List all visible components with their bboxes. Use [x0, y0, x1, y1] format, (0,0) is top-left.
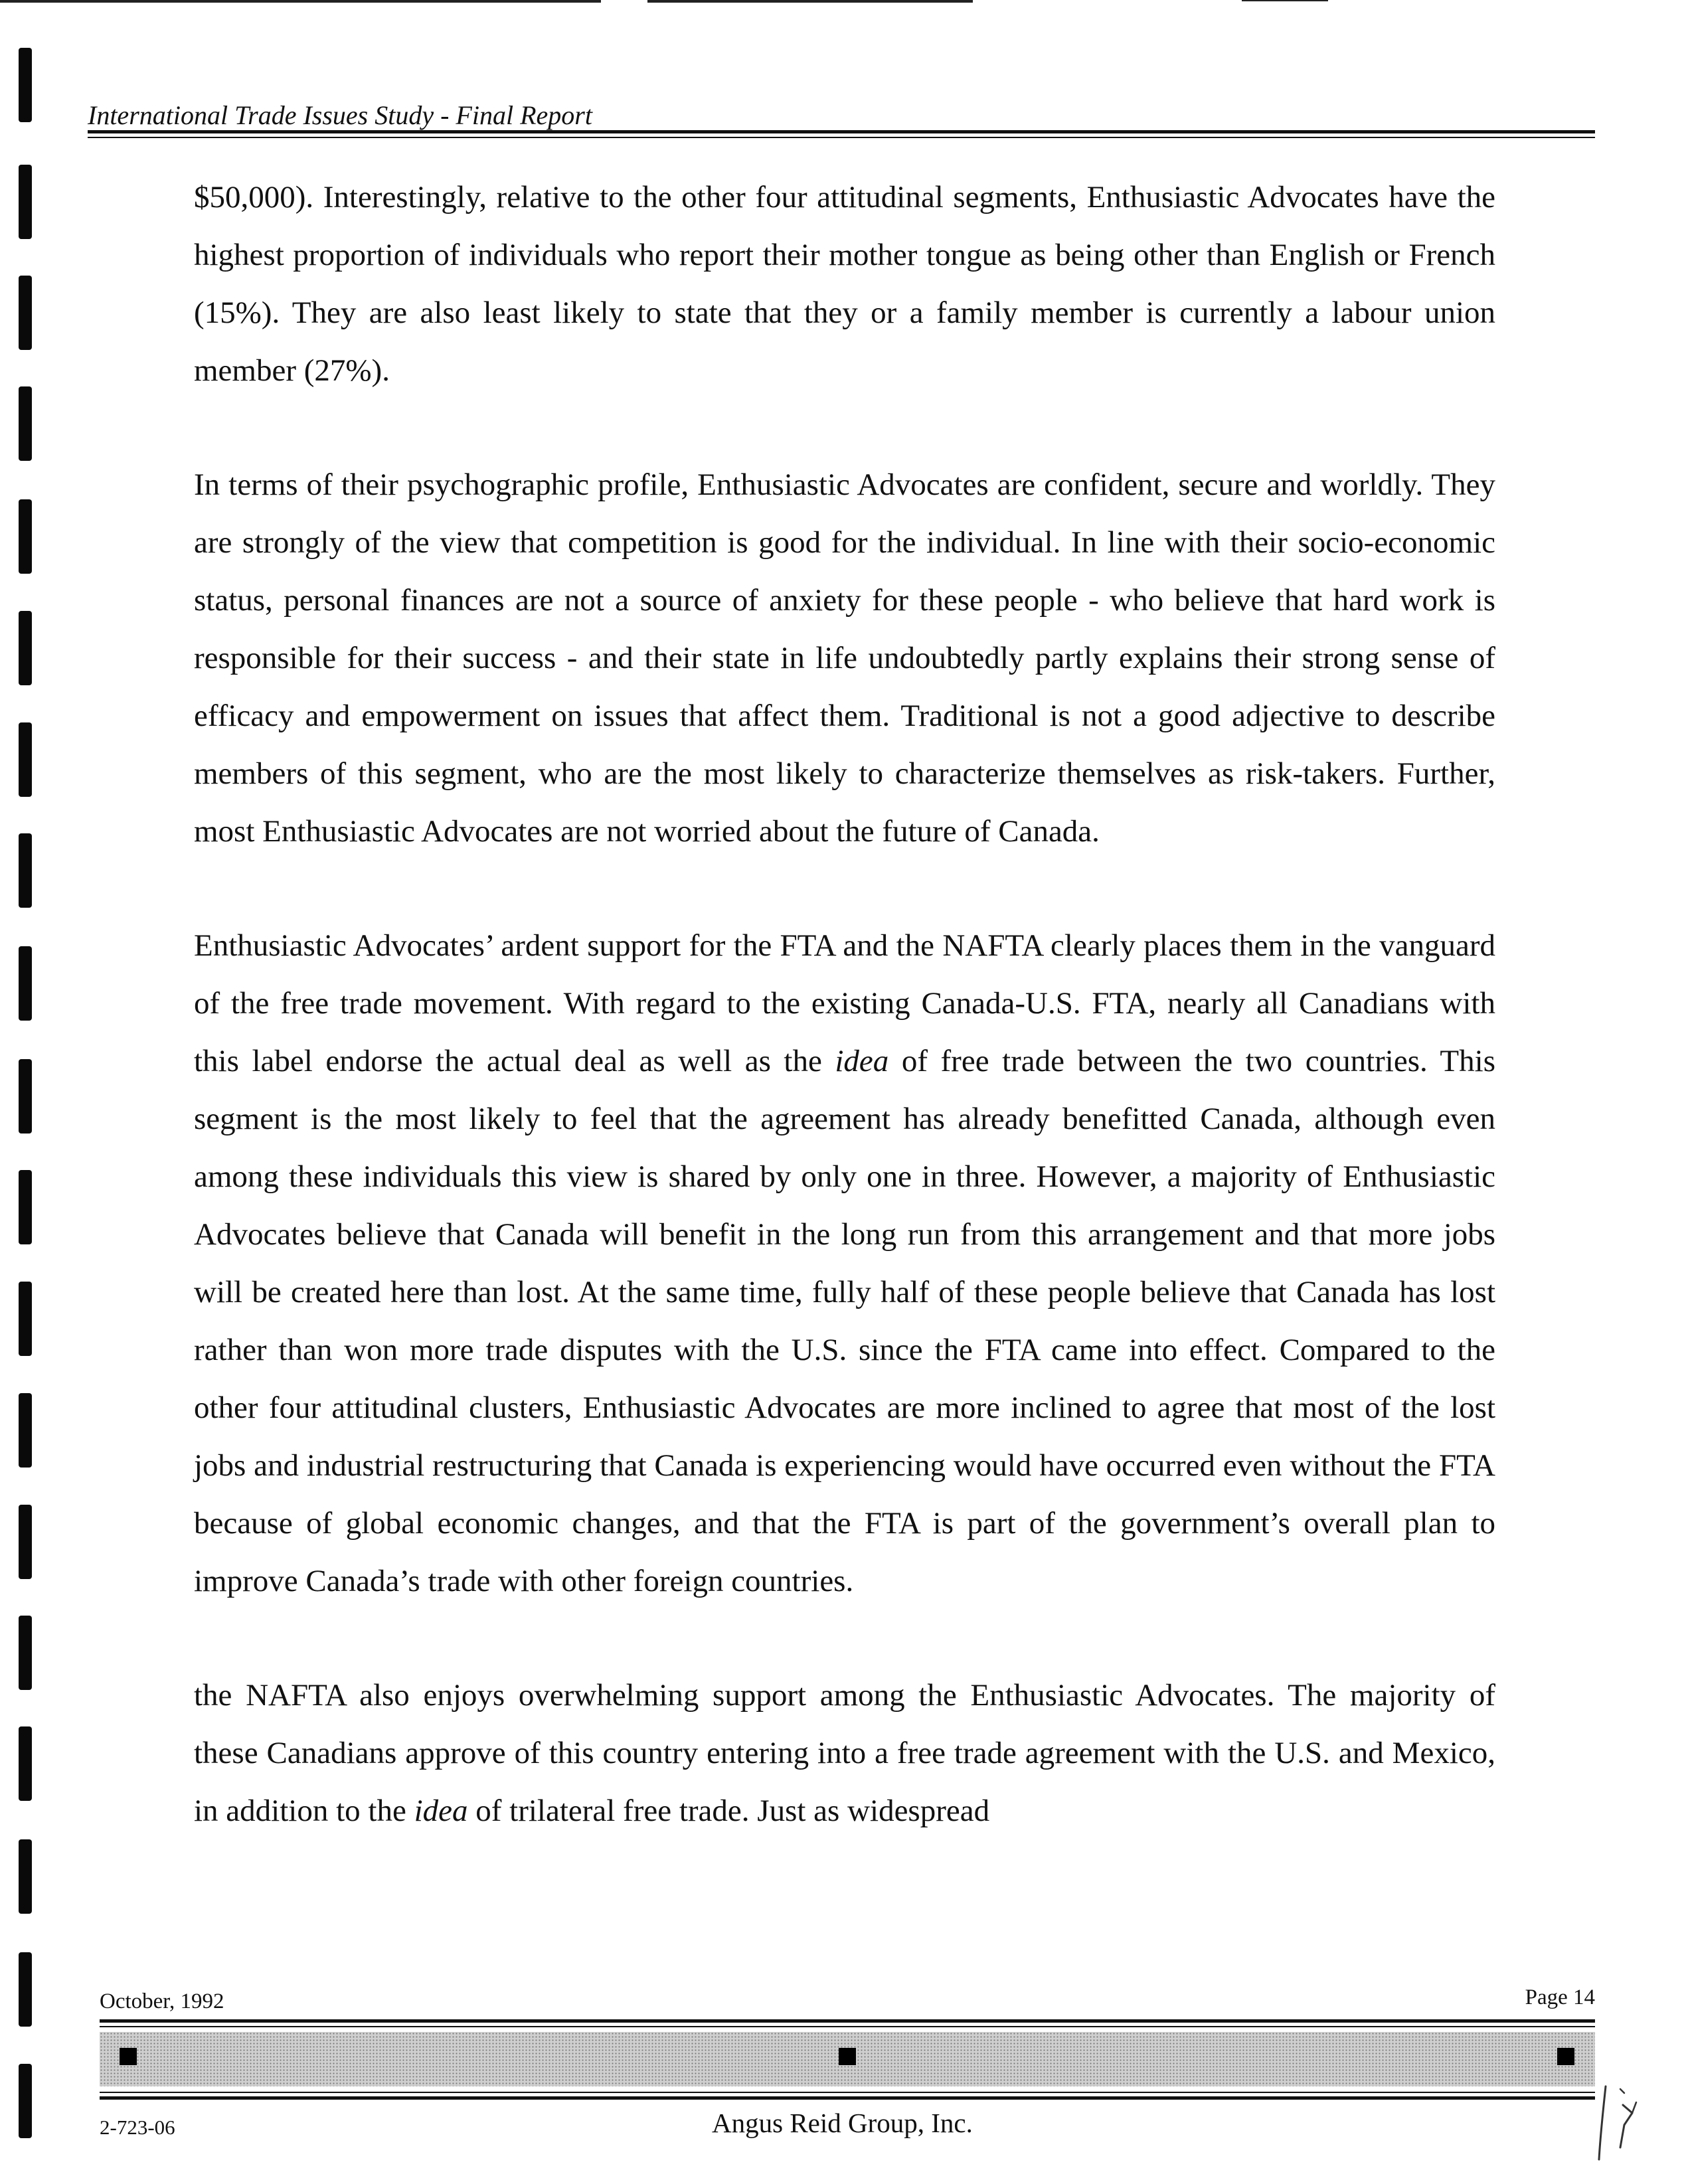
handwritten-mark [1594, 2078, 1647, 2165]
paragraph [194, 917, 1495, 1610]
paragraph [194, 1667, 1495, 1840]
text-run: the NAFTA also enjoys overwhelming support among the Enthusiastic Advocates. The majority of these Canadians approve of this country entering into a free trade agreement with the U.S. and Mexico, in addition to the [194, 1678, 1495, 1828]
document-code: 2-723-06 [100, 2116, 175, 2139]
footer-rule [100, 2026, 1595, 2027]
report-title: International Trade Issues Study - Final Report [88, 100, 592, 130]
body-text [194, 169, 1495, 1840]
footer-rule [100, 2092, 1595, 2093]
footer-rule [100, 2096, 1595, 2100]
top-scan-rule [647, 0, 973, 3]
text-run: of free trade between the two countries. This segment is the most likely to feel that the agreement has already benefitted Canada, although even among these individuals this view is shared by only one in three. However, a majority of Enthusiastic Advocates believe that Canada will benefit in the long run from this arrangement and that more jobs will be created here than lost. At the same time, fully half of these people believe that Canada has lost rather than won more trade disputes with the U.S. since the FTA came into effect. Compared to the other four attitudinal clusters, Enthusiastic Advocates are more inclined to agree that most of the lost jobs and industrial restructuring that Canada is experiencing would have occurred even without the FTA because of global economic changes, and that the FTA is part of the government’s overall plan to improve Canada’s trade with other foreign countries. [194, 1044, 1495, 1598]
square-marker-icon [839, 2048, 856, 2065]
top-scan-rule [1242, 0, 1328, 1]
top-scan-rule [0, 0, 601, 3]
italic-word: idea [835, 1044, 889, 1078]
footer-date: October, 1992 [100, 1989, 224, 2013]
square-marker-icon [120, 2048, 137, 2065]
binding-holes [19, 0, 33, 2184]
header-rule [88, 137, 1595, 138]
footer-band [100, 2032, 1595, 2086]
page-number: Page 14 [1525, 1985, 1595, 2009]
text-run: Enthusiastic Advocates’ ardent support for the FTA and the NAFTA clearly places them in the vanguard of the free trade movement. With regard to the existing Canada-U.S. FTA, nearly all Canadians with this label endorse the actual deal as well as the [194, 928, 1495, 1078]
company-name: Angus Reid Group, Inc. [712, 2108, 973, 2138]
header-rule [88, 130, 1595, 133]
paragraph: In terms of their psychographic profile, Enthusiastic Advocates are confident, secure and worldly. They are strongly of the view that competition is good for the individual. In line with their socio-economic status, personal finances are not a source of anxiety for these people - who believe that hard work is responsible for their success - and their state in life undoubtedly partly explains their strong sense of efficacy and empowerment on issues that affect them. Traditional is not a good adjective to describe members of this segment, who are the most likely to characterize themselves as risk-takers. Further, most Enthusiastic Advocates are not worried about the future of Canada. [194, 467, 1495, 849]
square-marker-icon [1557, 2048, 1574, 2065]
text-run: of trilateral free trade. Just as widespread [467, 1794, 990, 1828]
paragraph: $50,000). Interestingly, relative to the other four attitudinal segments, Enthusiastic Advocates have the highest proportion of individuals who report their mother tongue as being other than English or French (15%). They are also least likely to state that they or a family member is currently a labour union member (27%). [194, 180, 1495, 388]
italic-word: idea [414, 1794, 468, 1828]
footer-rule [100, 2019, 1595, 2023]
